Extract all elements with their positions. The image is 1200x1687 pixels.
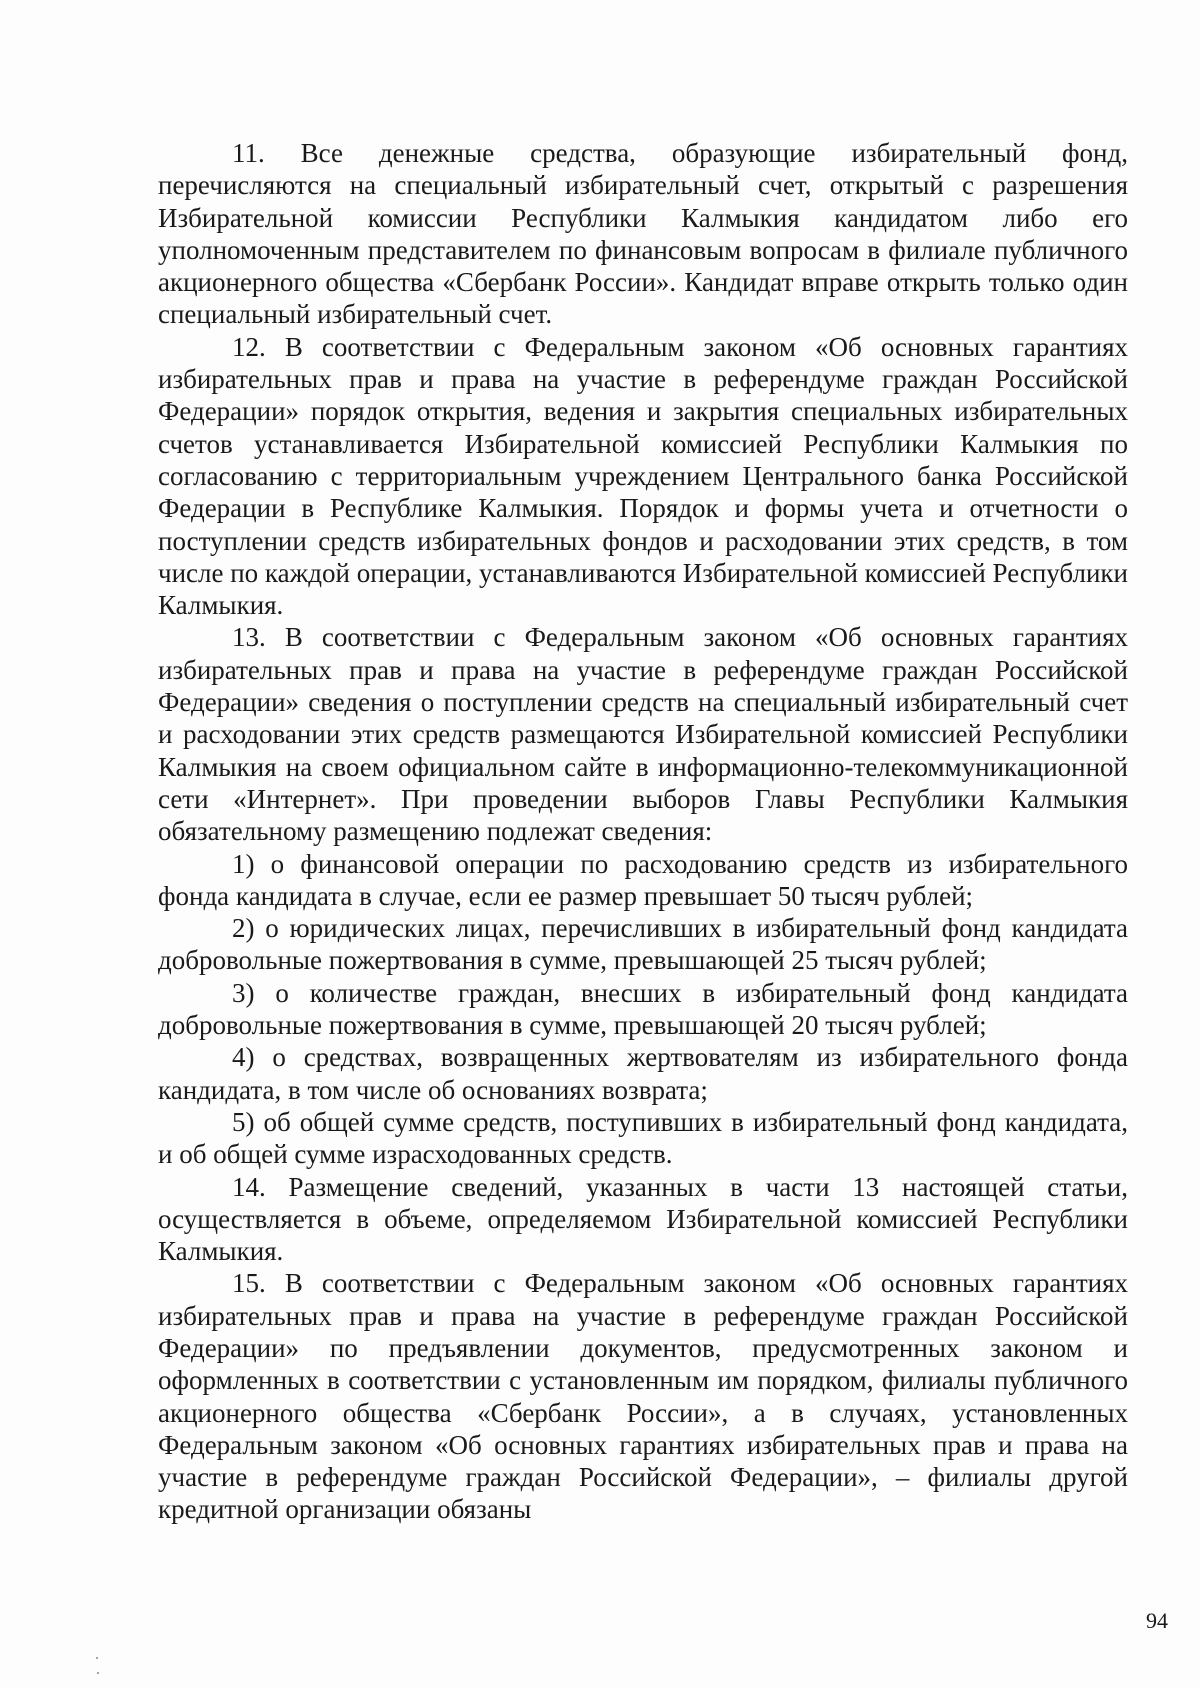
paragraph-13-item-5: 5) об общей сумме средств, поступивших в избирательный фонд кандидата, и об общей сумме израсходованных средств. [158,1106,1128,1170]
paragraph-13-item-2: 2) о юридических лицах, перечисливших в избирательный фонд кандидата добровольные пожертвования в сумме, превышающей 25 тысяч рублей; [158,913,1128,976]
paragraph-14: 14. Размещение сведений, указанных в части 13 настоящей статьи, осуществляется в объеме, определяемом Избирательной комиссией Республики Калмыкия. [158,1171,1128,1267]
document-body [158,137,1128,1526]
paragraph-13-item-4: 4) о средствах, возвращенных жертвователям из избирательного фонда кандидата, в том числе об основаниях возврата; [158,1042,1128,1105]
paragraph-13-item-1: 1) о финансовой операции по расходованию средств из избирательного фонда кандидата в случае, если ее размер превышает 50 тысяч рублей; [158,848,1128,911]
paragraph-12: 12. В соответствии с Федеральным законом «Об основных гарантиях избирательных прав и права на участие в референдуме граждан Российской Федерации» порядок открытия, ведения и закрытия специальных избирательных счетов устанавливается Избирательной комиссией Республики Калмыкия по согласованию с территориальным учреждением Центрального банка Российской Федерации в Республике Калмыкия. Порядок и формы учета и отчетности о поступлении средств избирательных фондов и расходовании этих средств, в том числе по каждой операции, устанавливаются Избирательной комиссией Республики Калмыкия. [158,331,1128,621]
scan-speck [97,1672,99,1674]
paragraph-15: 15. В соответствии с Федеральным законом «Об основных гарантиях избирательных прав и права на участие в референдуме граждан Российской Федерации» по предъявлении документов, предусмотренных законом и оформленных в соответствии с установленным им порядком, филиалы публичного акционерного общества «Сбербанк России», а в случаях, установленных Федеральным законом «Об основных гарантиях избирательных прав и права на участие в референдуме граждан Российской Федерации», – филиалы другой кредитной организации обязаны [158,1268,1128,1525]
paragraph-13: 13. В соответствии с Федеральным законом «Об основных гарантиях избирательных прав и права на участие в референдуме граждан Российской Федерации» сведения о поступлении средств на специальный избирательный счет и расходовании этих средств размещаются Избирательной комиссией Республики Калмыкия на своем официальном сайте в информационно-телекоммуникационной сети «Интернет». При проведении выборов Главы Республики Калмыкия обязательному размещению подлежат сведения: [158,622,1128,847]
paragraph-13-item-3: 3) о количестве граждан, внесших в избирательный фонд кандидата добровольные пожертвования в сумме, превышающей 20 тысяч рублей; [158,977,1128,1041]
paragraph-11: 11. Все денежные средства, образующие избирательный фонд, перечисляются на специальный избирательный счет, открытый с разрешения Избирательной комиссии Республики Калмыкия кандидатом либо его уполномоченным представителем по финансовым вопросам в филиале публичного акционерного общества «Сбербанк России». Кандидат вправе открыть только один специальный избирательный счет. [158,138,1128,330]
scan-speck [96,1657,98,1659]
page-number: 94 [1146,1608,1168,1633]
